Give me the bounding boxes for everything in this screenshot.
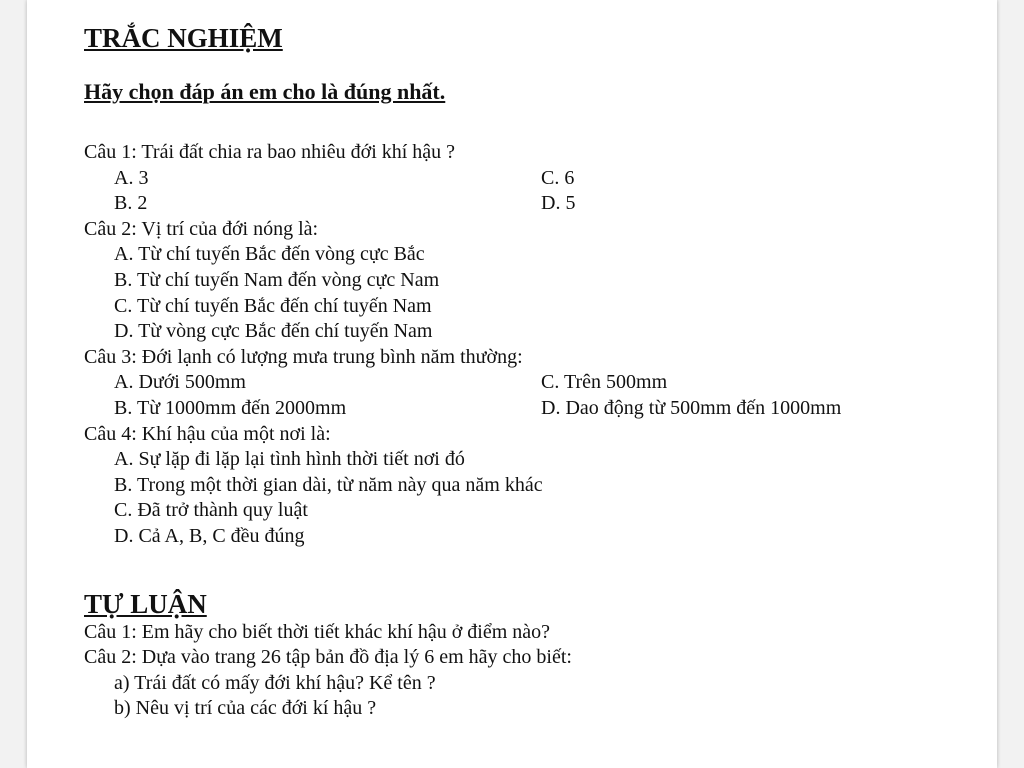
section-heading-multiple-choice: TRẮC NGHIỆM (84, 23, 283, 53)
multiple-choice-section (84, 140, 964, 550)
option-b: B. Từ 1000mm đến 2000mm (114, 396, 347, 419)
option-b: B. 2 (114, 192, 148, 215)
option-d: D. 5 (541, 192, 576, 215)
option-c: C. Đã trở thành quy luật (114, 499, 308, 522)
document-page (27, 0, 997, 768)
option-d: D. Dao động từ 500mm đến 1000mm (541, 396, 842, 419)
option-c: C. Từ chí tuyến Bắc đến chí tuyến Nam (114, 294, 432, 317)
question-text: Câu 3: Đới lạnh có lượng mưa trung bình năm thường: (84, 345, 523, 368)
question-4 (84, 422, 964, 550)
question-3 (84, 345, 964, 422)
instruction-text: Hãy chọn đáp án em cho là đúng nhất. (84, 79, 446, 104)
option-d: D. Từ vòng cực Bắc đến chí tuyến Nam (114, 320, 433, 343)
option-d: D. Cả A, B, C đều đúng (114, 524, 305, 547)
question-text: Câu 4: Khí hậu của một nơi là: (84, 422, 331, 445)
option-row (84, 166, 964, 192)
question-text: Câu 2: Vị trí của đới nóng là: (84, 217, 319, 240)
essay-question-2: Câu 2: Dựa vào trang 26 tập bản đồ địa lý 6 em hãy cho biết: (84, 646, 572, 669)
option-a: A. Sự lặp đi lặp lại tình hình thời tiết nơi đó (114, 448, 465, 471)
question-text: Câu 1: Trái đất chia ra bao nhiêu đới khí hậu ? (84, 141, 456, 163)
question-2 (84, 217, 964, 345)
option-row (84, 370, 964, 396)
option-a: A. 3 (114, 166, 149, 189)
question-1 (84, 140, 964, 217)
option-a: A. Từ chí tuyến Bắc đến vòng cực Bắc (114, 243, 425, 266)
option-a: A. Dưới 500mm (114, 371, 246, 394)
essay-question-1: Câu 1: Em hãy cho biết thời tiết khác khí hậu ở điểm nào? (84, 620, 551, 643)
document-content (84, 22, 964, 722)
essay-section (84, 588, 964, 722)
option-row (84, 396, 964, 422)
option-c: C. Trên 500mm (541, 371, 668, 394)
option-c: C. 6 (541, 166, 575, 189)
essay-question-2-part-a: a) Trái đất có mấy đới khí hậu? Kể tên ? (114, 671, 436, 694)
option-b: B. Trong một thời gian dài, từ năm này qua năm khác (114, 473, 543, 496)
section-heading-essay: TỰ LUẬN (84, 588, 207, 619)
essay-question-2-part-b: b) Nêu vị trí của các đới kí hậu ? (114, 697, 377, 720)
option-row (84, 191, 964, 217)
option-b: B. Từ chí tuyến Nam đến vòng cực Nam (114, 268, 440, 291)
